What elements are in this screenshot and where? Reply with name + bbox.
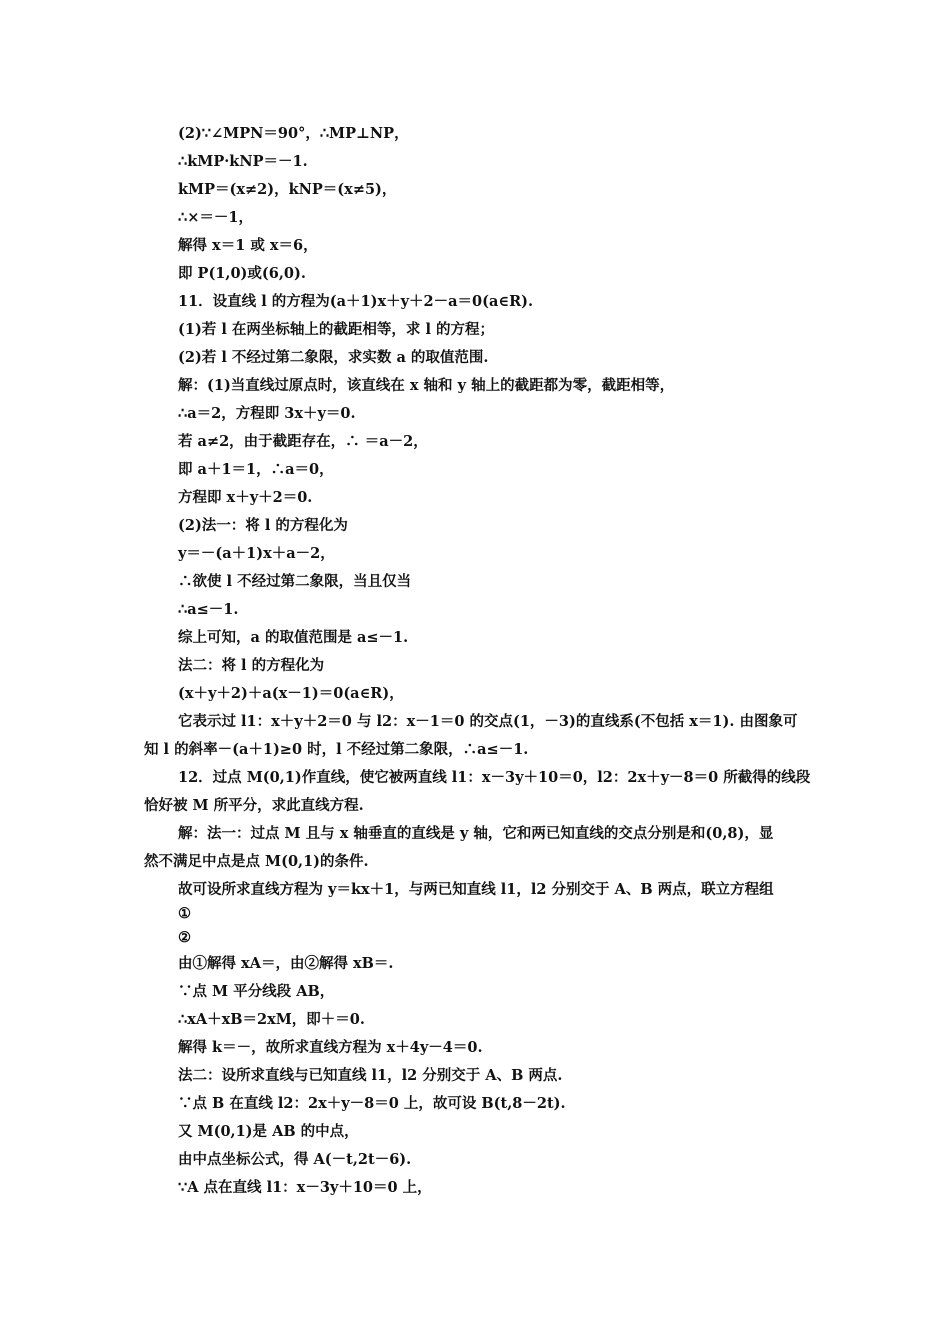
problem-12-statement: 12．过点 M(0,1)作直线，使它被两直线 l1：x－3y＋10＝0，l2：2x＋y－8＝0 所截得的线段 bbox=[178, 769, 811, 786]
text-line: 解得 x＝1 或 x＝6， bbox=[178, 237, 318, 254]
text-line: (2)法一：将 l 的方程化为 bbox=[178, 517, 348, 534]
text-line: kMP＝(x≠2)，kNP＝(x≠5)， bbox=[178, 181, 397, 198]
text-line: ∵点 B 在直线 l2：2x＋y－8＝0 上，故可设 B(t,8－2t). bbox=[178, 1095, 566, 1112]
text-line: 综上可知，a 的取值范围是 a≤－1. bbox=[178, 629, 409, 646]
text-line: 法二：设所求直线与已知直线 l1，l2 分别交于 A、B 两点. bbox=[178, 1067, 563, 1084]
text-line: 方程即 x＋y＋2＝0. bbox=[178, 489, 313, 506]
text-line: ∴kMP·kNP＝－1. bbox=[178, 153, 308, 170]
text-line: 它表示过 l1：x＋y＋2＝0 与 l2：x－1＝0 的交点(1，－3)的直线系(不包括 x＝1). 由图象可 bbox=[178, 713, 798, 730]
text-line: 由①解得 xA＝，由②解得 xB＝. bbox=[178, 955, 394, 972]
text-line: 解：法一：过点 M 且与 x 轴垂直的直线是 y 轴，它和两已知直线的交点分别是和(0,8)，显 bbox=[178, 825, 774, 842]
text-line: 恰好被 M 所平分，求此直线方程. bbox=[144, 797, 364, 814]
text-line: 知 l 的斜率－(a＋1)≥0 时，l 不经过第二象限，∴a≤－1. bbox=[144, 741, 529, 758]
text-line: 解得 k＝－，故所求直线方程为 x＋4y－4＝0. bbox=[178, 1039, 483, 1056]
text-line: 若 a≠2，由于截距存在，∴ ＝a－2， bbox=[178, 433, 428, 450]
text-line: 即 a＋1＝1，∴a＝0， bbox=[178, 461, 334, 478]
text-line: 由中点坐标公式，得 A(－t,2t－6). bbox=[178, 1151, 412, 1168]
text-line: (x＋y＋2)＋a(x－1)＝0(a∈R)， bbox=[178, 685, 404, 702]
text-line: ∵点 M 平分线段 AB， bbox=[178, 983, 335, 1000]
problem-11-statement: 11．设直线 l 的方程为(a＋1)x＋y＋2－a＝0(a∈R). bbox=[178, 293, 534, 310]
text-line: (1)若 l 在两坐标轴上的截距相等，求 l 的方程； bbox=[178, 321, 495, 338]
text-line: 即 P(1,0)或(6,0). bbox=[178, 265, 306, 282]
text-line: 法二：将 l 的方程化为 bbox=[178, 657, 325, 674]
equation-marker: ① bbox=[178, 905, 191, 922]
text-line: ∵A 点在直线 l1：x－3y＋10＝0 上， bbox=[178, 1179, 432, 1196]
text-line: ∴xA＋xB＝2xM，即＋＝0. bbox=[178, 1011, 365, 1028]
text-line: ∴欲使 l 不经过第二象限，当且仅当 bbox=[178, 573, 412, 590]
text-line: ∴×＝－1， bbox=[178, 209, 253, 226]
text-line: 然不满足中点是点 M(0,1)的条件. bbox=[144, 853, 369, 870]
text-line: (2)若 l 不经过第二象限，求实数 a 的取值范围. bbox=[178, 349, 489, 366]
text-line: (2)∵∠MPN＝90°，∴MP⊥NP， bbox=[178, 125, 409, 142]
text-line: ∴a≤－1. bbox=[178, 601, 239, 618]
text-line: 解：(1)当直线过原点时，该直线在 x 轴和 y 轴上的截距都为零，截距相等， bbox=[178, 377, 675, 394]
text-line: 又 M(0,1)是 AB 的中点， bbox=[178, 1123, 359, 1140]
text-line: ∴a＝2，方程即 3x＋y＝0. bbox=[178, 405, 356, 422]
equation-marker: ② bbox=[178, 929, 191, 946]
text-line: y＝－(a＋1)x＋a－2， bbox=[178, 545, 335, 562]
text-line: 故可设所求直线方程为 y＝kx＋1，与两已知直线 l1，l2 分别交于 A、B 两点，联立方程组 bbox=[178, 881, 774, 898]
